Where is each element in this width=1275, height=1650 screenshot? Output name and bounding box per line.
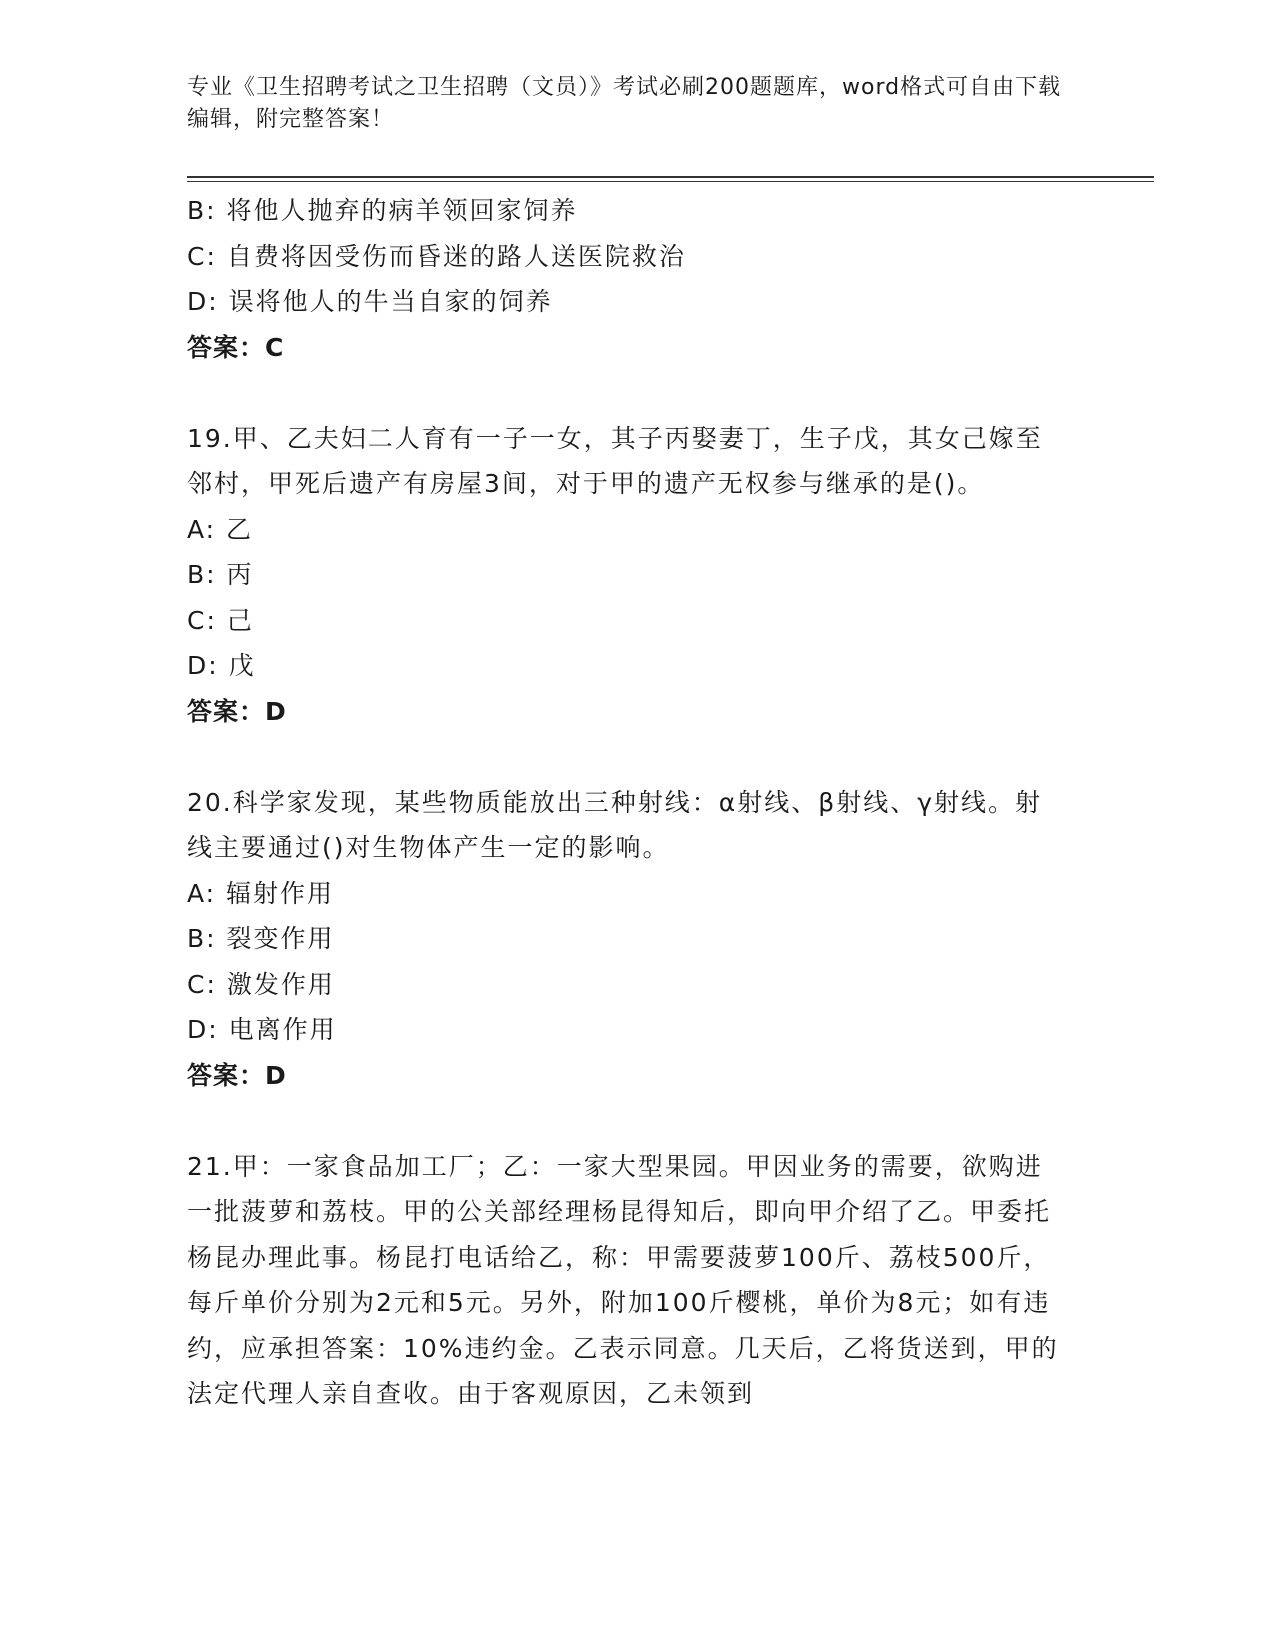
header-divider (187, 176, 1154, 178)
spacer (187, 370, 1087, 416)
spacer (187, 734, 1087, 780)
q20-option-b: B: 裂变作用 (187, 924, 335, 953)
q19-option-d: D: 戊 (187, 651, 256, 680)
q18-option-c: C: 自费将因受伤而昏迷的路人送医院救治 (187, 241, 686, 271)
page-header: 专业《卫生招聘考试之卫生招聘（文员）》考试必刷200题题库，word格式可自由下载编辑，附完整答案！ (187, 75, 1062, 132)
spacer (187, 1098, 1087, 1144)
q18-answer: 答案：C (187, 332, 285, 362)
q20-option-a: A: 辐射作用 (187, 878, 335, 908)
q19-option-b: B: 丙 (187, 560, 254, 589)
q20-stem: 20.科学家发现，某些物质能放出三种射线：α射线、β射线、γ射线。射线主要通过()对生物体产生一定的影响。 (187, 787, 1042, 862)
q20-option-d: D: 电离作用 (187, 1015, 337, 1044)
q19-stem: 19.甲、乙夫妇二人育有一子一女，其子丙娶妻丁，生子戊，其女己嫁至邻村，甲死后遗产有房屋3间，对于甲的遗产无权参与继承的是()。 (187, 423, 1043, 498)
q19-option-a: A: 乙 (187, 514, 254, 544)
question-content (187, 188, 1087, 1417)
q18-option-b: B: 将他人抛弃的病羊领回家饲养 (187, 196, 578, 225)
q20-option-c: C: 激发作用 (187, 969, 335, 999)
q21-stem: 21.甲：一家食品加工厂；乙：一家大型果园。甲因业务的需要，欲购进一批菠萝和荔枝。甲的公关部经理杨昆得知后，即向甲介绍了乙。甲委托杨昆办理此事。杨昆打电话给乙，称：甲需要菠萝100斤、荔枝500斤，每斤单价分别为2元和5元。另外，附加100斤樱桃，单价为8元；如有违约，应承担答案：10%违约金。乙表示同意。几天后，乙将货送到，甲的法定代理人亲自查收。由于客观原因，乙未领到 (187, 1151, 1059, 1408)
header-divider-thin (187, 181, 1154, 182)
q19-answer: 答案：D (187, 696, 287, 726)
q18-option-d: D: 误将他人的牛当自家的饲养 (187, 287, 553, 316)
q20-answer: 答案：D (187, 1060, 287, 1090)
q19-option-c: C: 己 (187, 605, 254, 635)
